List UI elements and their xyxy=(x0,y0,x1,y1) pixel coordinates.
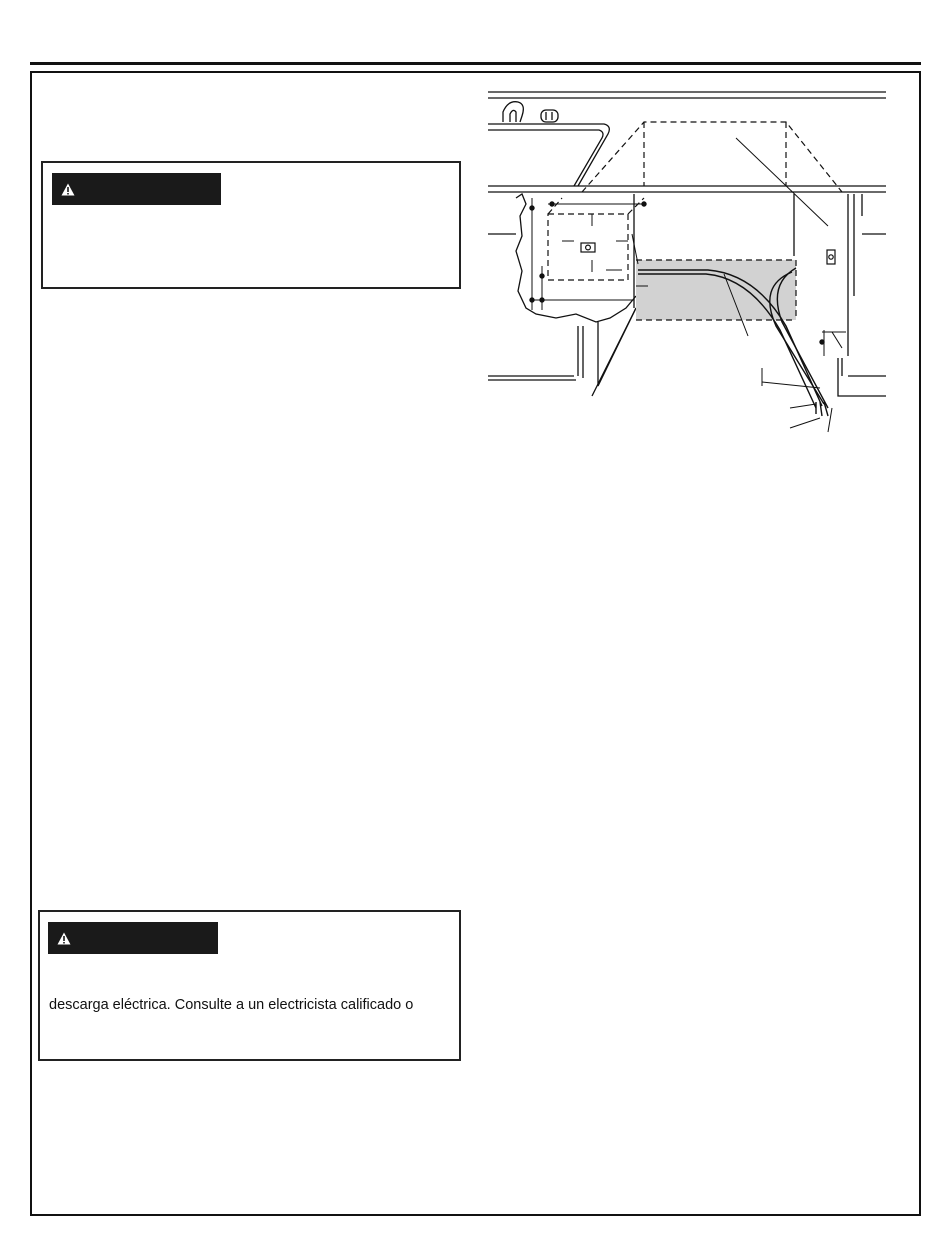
warning-label xyxy=(48,922,218,954)
warning-box-bottom xyxy=(38,910,461,1061)
warning-box-top xyxy=(41,161,461,289)
cabinet-installation-diagram xyxy=(486,86,890,434)
warning-triangle-icon xyxy=(57,932,71,945)
warning-triangle-icon xyxy=(61,183,75,196)
warning-label xyxy=(52,173,221,205)
warning-text: descarga eléctrica. Consulte a un electricista calificado o xyxy=(49,997,414,1013)
header-rule xyxy=(30,62,921,65)
